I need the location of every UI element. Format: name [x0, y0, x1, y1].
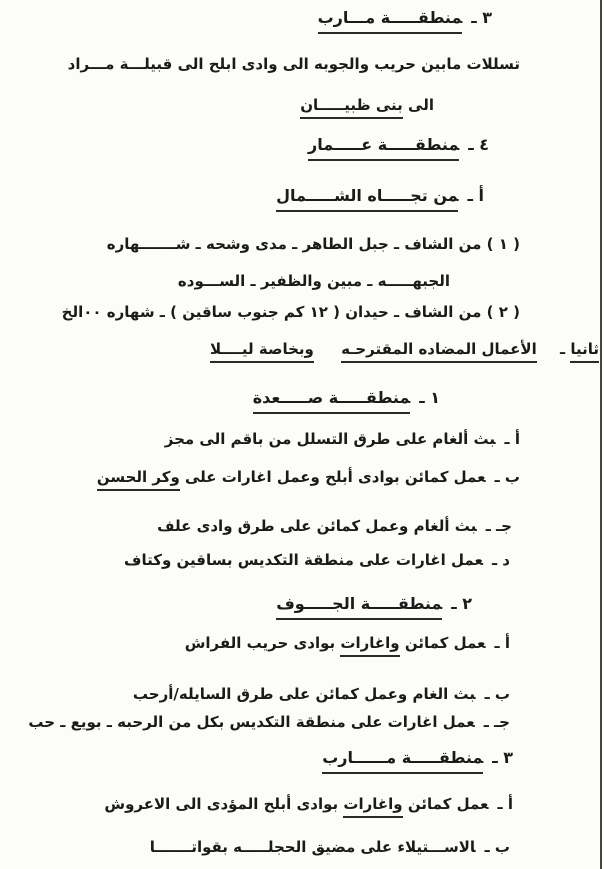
item-letter: د ـ — [491, 551, 510, 569]
part-two-heading — [210, 340, 599, 359]
marib-item-a — [104, 795, 513, 814]
jawf-item-b — [133, 685, 510, 704]
heading-title: منطقـــــة صـــــعدة — [253, 388, 411, 414]
item-letter: جـ ـ — [485, 517, 512, 535]
item-letter: جـ ـ — [483, 713, 510, 731]
heading-title: منطقـــــة مـــارب — [318, 8, 463, 34]
heading-number: ٢ ـ — [451, 594, 472, 613]
item-text: عمل اغارات على منطقة التكديس بكل من الرحبه ـ بويع ـ حب — [28, 713, 475, 731]
saada-item-c — [157, 517, 512, 536]
marib-item-b — [150, 838, 510, 857]
heading-title: منطقـــــة الجـــــوف — [276, 594, 442, 620]
heading-number: ٣ ـ — [492, 748, 513, 767]
route-item-1-continuation — [178, 272, 450, 291]
paragraph-text: الى — [402, 96, 434, 114]
heading-title: منطقـــــة عـــــمار — [308, 135, 459, 161]
underlined-text: وكر الحسن — [97, 468, 180, 491]
paragraph-bani-dhabyan — [300, 96, 434, 115]
item-letter: أ ـ — [504, 430, 520, 448]
underlined-text: بنى ظبيـــــان — [300, 96, 403, 119]
item-text: بث ألغام على طرق التسلل من باقم الى مجز — [164, 430, 496, 448]
saada-item-b — [97, 468, 520, 487]
heading-number: ٣ ـ — [471, 8, 492, 27]
saada-item-a — [165, 430, 520, 449]
heading-region-1-saada — [253, 388, 440, 408]
item-text: بوادى أبلح المؤدى الى الاعروش — [104, 795, 344, 813]
item-text: عمل كمائن بوادى أبلح وعمل اغارات على — [179, 468, 486, 486]
jawf-item-c — [28, 713, 510, 732]
heading-region-4-ammar — [308, 135, 489, 155]
route-text: ( ١ ) من الشاف ـ جبل الطاهر ـ مدى وشحه ـ شـــــــهاره — [106, 235, 520, 253]
item-letter: أ ـ — [494, 634, 510, 652]
item-letter: ب ـ — [484, 685, 510, 703]
part-two-note: وبخاصة ليــــلا — [210, 340, 314, 363]
item-text: عمل كمائن — [402, 795, 489, 813]
underlined-text: واغارات — [340, 634, 399, 657]
item-text: الاســـتيلاء على مضيق الحجلـــــه بقواتـــــــا — [149, 838, 476, 856]
part-two-label — [560, 340, 599, 363]
heading-region-3-marib — [318, 8, 492, 28]
route-item-1 — [107, 235, 520, 254]
heading-region-2-jawf — [276, 594, 472, 614]
heading-number: ١ ـ — [419, 388, 440, 407]
dash: ـ — [559, 340, 566, 358]
heading-title: من تجـــــاه الشـــــمال — [276, 186, 458, 212]
item-letter: ب ـ — [494, 468, 520, 486]
item-text: عمل كمائن — [399, 634, 486, 652]
heading-from-north — [276, 186, 484, 206]
item-letter: أ ـ — [497, 795, 513, 813]
item-letter: ب ـ — [484, 838, 510, 856]
heading-title: منطقـــــة مــــــارب — [322, 748, 483, 774]
item-text: عمل اغارات على منطقة التكديس بساقين وكتاف — [124, 551, 483, 569]
jawf-item-a — [185, 634, 510, 653]
route-item-2 — [62, 303, 520, 322]
scan-edge-line — [600, 0, 602, 869]
heading-number: ٤ ـ — [468, 135, 489, 154]
underlined-text: واغارات — [343, 795, 402, 818]
item-text: بث الغام وعمل كمائن على طرق السايله/أرحب — [132, 685, 476, 703]
part-two-word: ثانيا — [570, 340, 599, 363]
item-text: بث ألغام وعمل كمائن على طرق وادى علف — [157, 517, 477, 535]
route-text: ( ٢ ) من الشاف ـ حيدان ( ١٢ كم جنوب ساقين ) ـ شهاره ٠٠الخ — [61, 303, 520, 321]
paragraph-text: تسللات مابين حريب والجوبه الى وادى ابلح الى قبيلـــة مـــراد — [67, 55, 520, 73]
heading-letter: أ ـ — [467, 186, 484, 205]
item-text: بوادى حريب الفراش — [184, 634, 341, 652]
saada-item-d — [124, 551, 510, 570]
route-text: الجبهـــــه ـ مبين والظفير ـ الســـوده — [177, 272, 450, 290]
part-two-title: الأعمال المضاده المقترحـه — [341, 340, 537, 363]
heading-region-3-marib-part2 — [322, 748, 513, 768]
paragraph-infiltration — [68, 55, 520, 74]
